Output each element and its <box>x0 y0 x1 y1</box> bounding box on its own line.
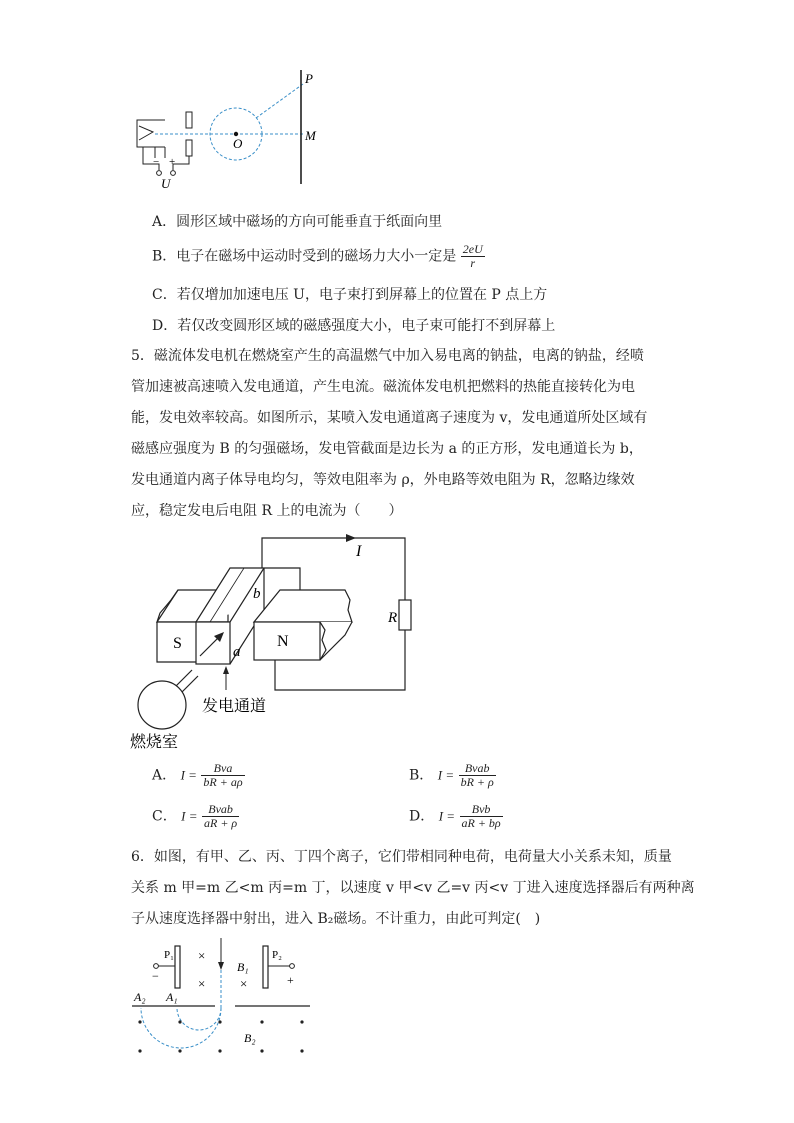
q5-option-d-lhs: I = <box>438 808 456 824</box>
q4-option-a: A．圆形区域中磁场的方向可能垂直于纸面向里 <box>152 214 443 230</box>
fig3-label-b2: B₂ <box>244 1031 256 1045</box>
fig1-label-o: O <box>233 136 243 151</box>
fig2-label-r: R <box>388 610 398 626</box>
q5-option-a-fraction <box>201 762 244 789</box>
figure-velocity-selector <box>130 938 320 1063</box>
q5-option-b <box>409 762 496 789</box>
fig3-label-a2: A₂ <box>134 990 146 1004</box>
fig1-label-u: U <box>161 176 171 191</box>
q5-option-c-lhs: I = <box>181 808 198 824</box>
q5-option-a <box>152 762 245 789</box>
fig3-label-p2: P₂ <box>272 949 282 961</box>
fig1-minus: − <box>153 156 160 168</box>
q4-option-b-fraction <box>461 243 485 270</box>
q5-option-c <box>152 803 239 830</box>
q5-stem: 5．磁流体发电机在燃烧室产生的高温燃气中加入易电离的钠盐，电离的钠盐，经喷管加速被高速喷入发电通道，产生电流。磁流体发电机把燃料的热能直接转化为电能，发电效率较高。如图所示，某喷入发电通道离子速度为 v，发电通道所处区域有磁感应强度为 B 的匀强磁场，发电管截面是边长为 a 的正方形，发电通道长为 b，发电通道内离子体导电均匀，等效电阻率为 ρ，外电路等效电阻为 R，忽略边缘效应，稳定发电后电阻 R 上的电流为（ ） <box>131 348 648 519</box>
q4-option-c: C．若仅增加加速电压 U，电子束打到屏幕上的位置在 P 点上方 <box>152 287 548 303</box>
fig1-plus: + <box>169 156 176 168</box>
fig3-label-p1: P₁ <box>164 949 174 961</box>
fig3-cross-2: × <box>198 976 206 991</box>
q6-stem-line-2: 关系 m 甲=m 乙<m 丙=m 丁，以速度 v 甲<v 乙=v 丙<v 丁进入速度选择器后有两种离 <box>131 880 695 896</box>
q6-stem-line-3: 子从速度选择器中射出，进入 B₂磁场。不计重力，由此可判定( ) <box>131 911 541 927</box>
q5-option-b-letter: B． <box>409 767 434 784</box>
q5-option-b-fraction <box>459 762 496 789</box>
q6-stem-line-1: 6．如图，有甲、乙、丙、丁四个离子，它们带相同种电荷，电荷量大小关系未知，质量 <box>131 849 672 865</box>
fig2-label-s: S <box>173 635 182 652</box>
q5-option-c-letter: C． <box>152 808 177 825</box>
q5-option-a-letter: A． <box>152 767 177 784</box>
q4-option-b-numerator: 2eU <box>462 242 483 256</box>
q5-option-d-numerator: Bvb <box>460 803 503 817</box>
q5-option-d-letter: D． <box>409 808 435 825</box>
q5-option-d-fraction <box>460 803 503 830</box>
q5-option-b-denominator: bR + ρ <box>460 775 494 789</box>
fig3-label-b1: B₁ <box>237 960 249 974</box>
q4-option-b <box>152 243 485 270</box>
fig2-label-n: N <box>277 633 289 650</box>
q4-option-b-denominator: r <box>470 256 476 270</box>
figure-mhd-generator <box>130 530 430 755</box>
q5-option-c-fraction <box>202 803 239 830</box>
fig2-label-chamber: 燃烧室 <box>130 732 179 751</box>
q5-option-b-lhs: I = <box>437 767 455 783</box>
fig3-plus: + <box>287 973 294 987</box>
fig3-cross-3: × <box>240 976 248 991</box>
fig2-label-channel: 发电通道 <box>202 696 267 715</box>
figure-electron-deflection <box>125 62 325 192</box>
q5-option-a-denominator: bR + aρ <box>203 775 243 789</box>
q5-option-a-numerator: Bva <box>201 762 244 776</box>
q5-option-c-numerator: Bvab <box>202 803 239 817</box>
fig1-label-m: M <box>305 128 316 143</box>
fig3-minus: − <box>152 969 159 983</box>
q5-option-b-numerator: Bvab <box>459 762 496 776</box>
fig3-label-a1: A₁ <box>166 990 178 1004</box>
fig2-label-a: a <box>233 644 241 660</box>
q5-option-c-denominator: aR + ρ <box>203 816 238 830</box>
fig2-label-b: b <box>253 586 261 602</box>
fig3-cross-1: × <box>198 948 206 963</box>
fig1-label-p: P <box>305 71 313 86</box>
q4-option-d: D．若仅改变圆形区域的磁感强度大小，电子束可能打不到屏幕上 <box>152 318 556 334</box>
fig2-label-i: I <box>356 543 362 560</box>
q4-option-b-text: B．电子在磁场中运动时受到的磁场力大小一定是 <box>152 248 457 265</box>
q5-option-d <box>409 803 503 830</box>
q5-option-a-lhs: I = <box>180 767 197 783</box>
q5-option-d-denominator: aR + bρ <box>461 816 501 830</box>
